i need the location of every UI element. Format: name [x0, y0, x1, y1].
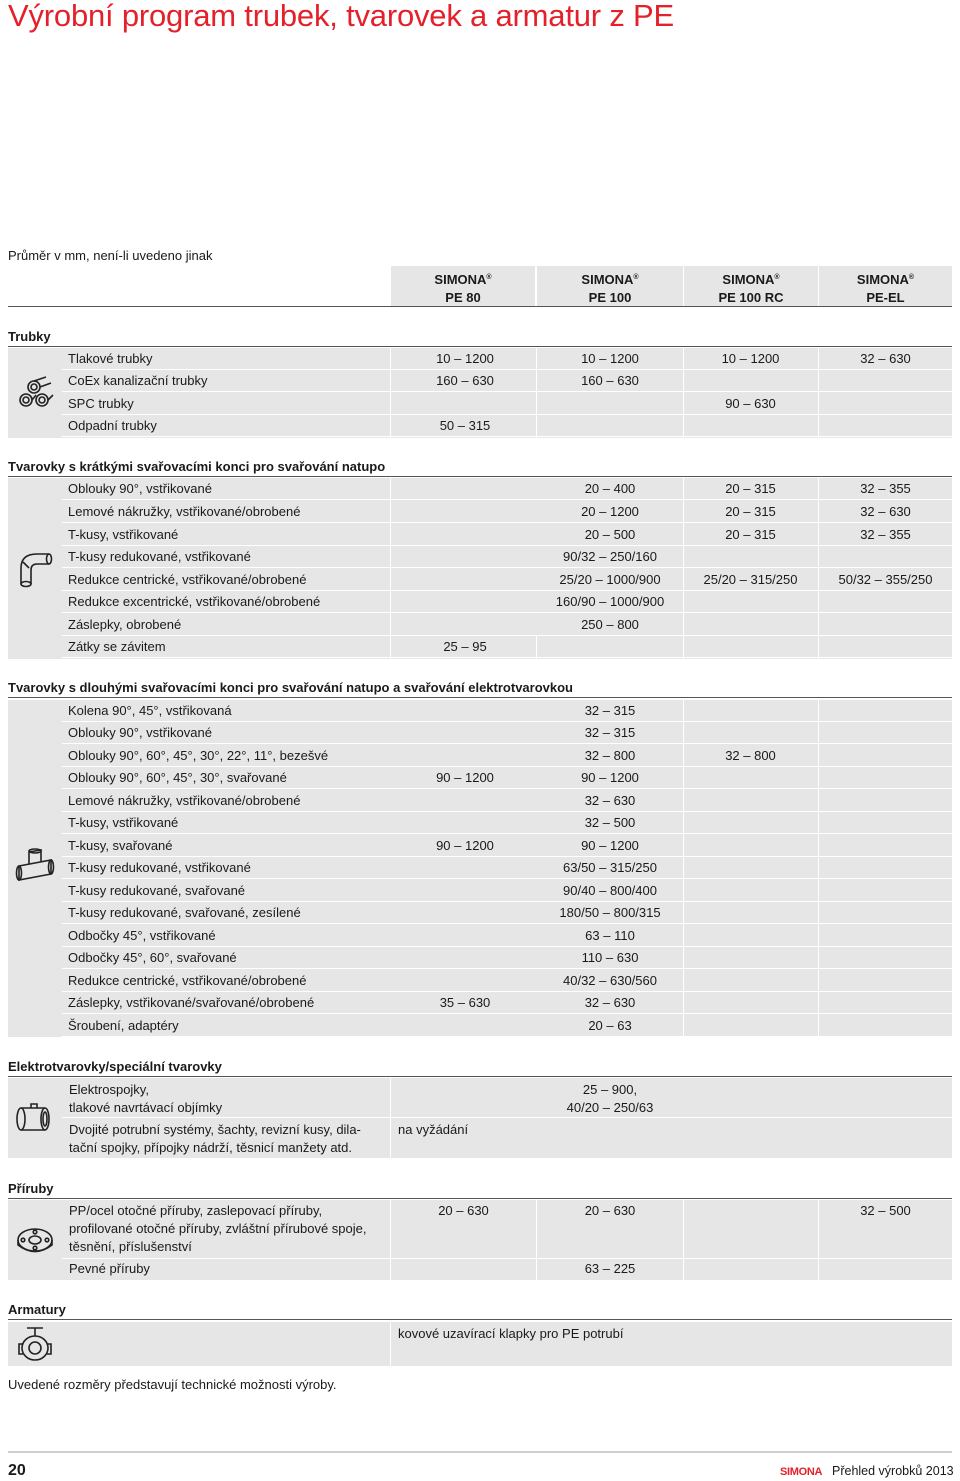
value-pe80: 20 – 630 — [438, 1203, 489, 1218]
row-label: Oblouky 90°, vstřikované — [68, 481, 212, 496]
table-row — [62, 857, 952, 879]
column-name: PE 80 — [445, 290, 481, 305]
table-row — [62, 902, 952, 924]
value-pe100 — [537, 1081, 683, 1117]
row-label: T-kusy redukované, svařované, zesílené — [68, 905, 301, 920]
table-row — [62, 591, 952, 613]
value-pe100rc: 25/20 – 315/250 — [703, 572, 798, 587]
row-label: Šroubení, adaptéry — [68, 1018, 179, 1033]
section-icon-box — [8, 478, 62, 659]
row-label: Redukce excentrické, vstřikované/obrobené — [68, 594, 321, 609]
value-line: 40/20 – 250/63 — [566, 1100, 654, 1115]
footnote: Uvedené rozměry představují technické možnosti výroby. — [8, 1377, 337, 1392]
page-number: 20 — [8, 1462, 26, 1479]
row-label: Záslepky, obrobené — [68, 617, 182, 632]
value-pe100: 90 – 1200 — [581, 770, 639, 785]
row-label: T-kusy, vstřikované — [68, 815, 179, 830]
value-peel: 32 – 355 — [860, 527, 911, 542]
registered-mark: ® — [774, 274, 780, 281]
section-icon-box — [8, 1078, 62, 1158]
row-label: T-kusy redukované, svařované — [68, 883, 246, 898]
row-label: T-kusy, svařované — [68, 838, 173, 853]
brand-logo: SIMONA — [780, 1466, 823, 1478]
column-name: PE 100 — [588, 290, 632, 305]
value-pe100: 32 – 500 — [584, 815, 636, 830]
value-pe100: 250 – 800 — [581, 617, 639, 632]
column-name: PE-EL — [866, 290, 905, 305]
row-label: Lemové nákružky, vstřikované/obrobené — [68, 793, 301, 808]
row-label — [69, 1121, 361, 1157]
value-pe100: 63 – 225 — [584, 1261, 636, 1276]
row-label: Pevné příruby — [69, 1261, 150, 1276]
value-pe80: 25 – 95 — [443, 639, 487, 654]
value-pe80: 50 – 315 — [439, 418, 491, 433]
row-label: T-kusy redukované, vstřikované — [68, 549, 251, 564]
value-peel: 32 – 630 — [860, 504, 911, 519]
column-brand: SIMONA — [434, 272, 487, 287]
table-row — [62, 478, 952, 500]
value-pe80: 90 – 1200 — [436, 838, 494, 853]
row-label: Lemové nákružky, vstřikované/obrobené — [68, 504, 301, 519]
value-pe100rc: 32 – 800 — [725, 748, 776, 763]
value-pe100: 32 – 630 — [584, 995, 636, 1010]
section-title-trubky: Trubky — [8, 329, 952, 347]
value-pe100rc: 20 – 315 — [725, 481, 776, 496]
section-title-short-fittings: Tvarovky s krátkými svařovacími konci pro svařování natupo — [8, 459, 952, 477]
elbow-fitting-icon — [15, 548, 55, 588]
value-pe80: 90 – 1200 — [436, 770, 494, 785]
table-row — [62, 393, 952, 415]
units-note: Průměr v mm, není-li uvedeno jinak — [8, 248, 213, 263]
footer-rule — [8, 1451, 952, 1453]
table-row — [62, 925, 952, 947]
value-pe100: 20 – 500 — [584, 527, 636, 542]
registered-mark: ® — [908, 274, 915, 281]
row-label-line: tlakové navrtávací objímky — [69, 1100, 223, 1115]
row-label — [69, 1202, 366, 1256]
table-row — [62, 767, 952, 789]
table-row — [62, 812, 952, 834]
row-label: CoEx kanalizační trubky — [68, 373, 208, 388]
section-icon-box — [8, 700, 62, 1037]
value-peel: 32 – 355 — [860, 481, 911, 496]
row-label: Odbočky 45°, 60°, svařované — [68, 950, 237, 965]
tee-fitting-icon — [15, 848, 55, 888]
table-row — [62, 992, 952, 1014]
row-label-line: profilované otočné příruby, zvláštní přírubové spoje, — [69, 1221, 367, 1236]
row-label: Tlakové trubky — [68, 351, 153, 366]
row-label: SPC trubky — [68, 396, 134, 411]
row-label: Oblouky 90°, 60°, 45°, 30°, 22°, 11°, bezešvé — [68, 748, 329, 763]
table-row — [62, 790, 952, 812]
value-peel: 50/32 – 355/250 — [838, 572, 933, 587]
value-pe100rc: 20 – 315 — [725, 527, 776, 542]
row-label-line: Elektrospojky, — [69, 1082, 149, 1097]
table-row — [62, 415, 952, 437]
value-pe100: 90/40 – 800/400 — [563, 883, 657, 898]
table-row — [62, 348, 952, 370]
row-label-line: Dvojité potrubní systémy, šachty, revizní kusy, dila- — [69, 1122, 361, 1137]
pipes-icon — [15, 373, 55, 413]
row-label-line: těsnění, příslušenství — [69, 1239, 192, 1254]
column-header-pe80 — [391, 266, 535, 306]
table-row — [62, 835, 952, 857]
table-row — [62, 745, 952, 767]
registered-mark: ® — [486, 274, 492, 281]
table-row — [62, 524, 952, 546]
value-peel: 32 – 500 — [860, 1203, 911, 1218]
electrofusion-coupler-icon — [15, 1098, 55, 1138]
row-label: Zátky se závitem — [68, 639, 166, 654]
page-title: Výrobní program trubek, tvarovek a armatur z PE — [8, 0, 674, 33]
value-pe80: 35 – 630 — [439, 995, 491, 1010]
section-icon-box — [8, 348, 62, 438]
table-row — [62, 501, 952, 523]
value-line: 25 – 900, — [582, 1082, 638, 1097]
column-divider — [390, 1078, 391, 1158]
column-divider — [390, 1322, 391, 1366]
value-pe100rc: 20 – 315 — [725, 504, 776, 519]
value-pe100: 20 – 1200 — [581, 504, 639, 519]
column-header-peel — [819, 266, 952, 306]
row-label: Oblouky 90°, vstřikované — [68, 725, 212, 740]
row-divider — [62, 1258, 952, 1259]
value-pe100: 63/50 – 315/250 — [563, 860, 657, 875]
column-brand: SIMONA — [581, 272, 634, 287]
column-brand: SIMONA — [856, 272, 909, 287]
section-icon-box — [8, 1200, 62, 1280]
section-title-valves: Armatury — [8, 1302, 952, 1320]
row-label: Odbočky 45°, vstřikované — [68, 928, 216, 943]
table-row — [62, 722, 952, 744]
value-pe100: 20 – 400 — [584, 481, 636, 496]
value-pe100: 25/20 – 1000/900 — [559, 572, 661, 587]
column-brand: SIMONA — [722, 272, 775, 287]
footer-caption: Přehled výrobků 2013 — [832, 1464, 954, 1478]
table-row — [62, 1015, 952, 1037]
section-title-long-fittings: Tvarovky s dlouhými svařovacími konci pro svařování natupo a svařování elektrotvarovkou — [8, 680, 952, 698]
column-name: PE 100 RC — [718, 290, 784, 305]
value-pe100: 32 – 630 — [584, 793, 636, 808]
section-title-flanges: Příruby — [8, 1181, 952, 1199]
value-pe100rc: 90 – 630 — [725, 396, 776, 411]
row-label: Kolena 90°, 45°, vstřikovaná — [68, 703, 232, 718]
value-pe100: 40/32 – 630/560 — [563, 973, 657, 988]
value-pe100: 10 – 1200 — [581, 351, 639, 366]
row-label: T-kusy, vstřikované — [68, 527, 179, 542]
registered-mark: ® — [633, 274, 639, 281]
value-pe100: 20 – 63 — [588, 1018, 632, 1033]
section-title-electrofusion: Elektrotvarovky/speciální tvarovky — [8, 1059, 952, 1077]
value-pe100: 63 – 110 — [585, 928, 635, 943]
row-label: Záslepky, vstřikované/svařované/obrobené — [68, 995, 315, 1010]
header-rule — [8, 306, 952, 307]
valves-description: kovové uzavírací klapky pro PE potrubí — [398, 1326, 624, 1341]
value-pe100: 32 – 800 — [584, 748, 636, 763]
value-pe100: 180/50 – 800/315 — [559, 905, 661, 920]
row-label: Oblouky 90°, 60°, 45°, 30°, svařované — [68, 770, 287, 785]
value-pe100: 90 – 1200 — [581, 838, 639, 853]
value-pe80: 160 – 630 — [436, 373, 494, 388]
valve-icon — [15, 1324, 55, 1364]
table-row — [62, 569, 952, 591]
value-pe100: 32 – 315 — [584, 725, 636, 740]
column-divider — [683, 1200, 684, 1280]
table-row — [62, 636, 952, 658]
value-on-request: na vyžádání — [398, 1122, 469, 1137]
table-row — [62, 880, 952, 902]
table-row — [62, 700, 952, 722]
value-pe100rc: 10 – 1200 — [721, 351, 780, 366]
table-row — [62, 970, 952, 992]
column-header-pe100 — [537, 266, 683, 306]
value-pe100: 32 – 315 — [584, 703, 636, 718]
table-row — [62, 614, 952, 636]
table-row — [62, 947, 952, 969]
row-label-line: PP/ocel otočné příruby, zaslepovací příruby, — [69, 1203, 323, 1218]
row-label: Redukce centrické, vstřikované/obrobené — [68, 572, 307, 587]
column-header-pe100rc — [684, 266, 818, 306]
value-pe100: 160/90 – 1000/900 — [555, 594, 665, 609]
row-label: Redukce centrické, vstřikované/obrobené — [68, 973, 307, 988]
row-label: T-kusy redukované, vstřikované — [68, 860, 251, 875]
value-pe80: 10 – 1200 — [436, 351, 494, 366]
row-divider — [62, 1117, 952, 1118]
row-label-line: tační spojky, přípojky nádrží, těsnicí manžety atd. — [69, 1140, 352, 1155]
value-pe100: 160 – 630 — [581, 373, 639, 388]
value-pe100: 90/32 – 250/160 — [563, 549, 657, 564]
value-peel: 32 – 630 — [860, 351, 911, 366]
value-pe100: 20 – 630 — [584, 1203, 636, 1218]
table-row — [62, 546, 952, 568]
section-icon-box — [8, 1322, 62, 1366]
row-label — [69, 1081, 222, 1117]
flange-icon — [15, 1220, 55, 1260]
table-row — [62, 370, 952, 392]
row-label: Odpadní trubky — [68, 418, 157, 433]
value-pe100: 110 – 630 — [581, 950, 639, 965]
